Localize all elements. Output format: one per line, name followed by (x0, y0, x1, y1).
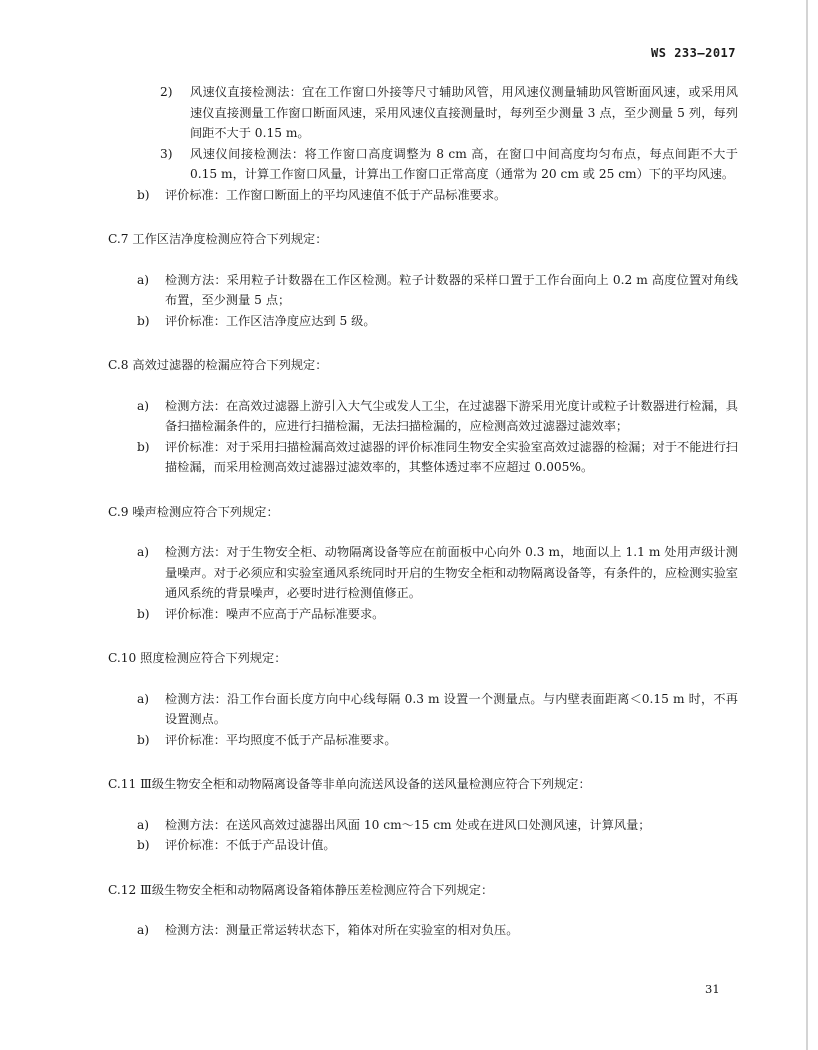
section-heading: C.10 照度检测应符合下列规定： (108, 651, 287, 665)
item-text: 检测方法：在高效过滤器上游引入大气尘或发人工尘，在过滤器下游采用光度计或粒子计数器进行检漏，具备扫描检漏条件的，应进行扫描检漏，无法扫描检漏的，应检测高效过滤器过滤效率； (165, 398, 738, 433)
section-heading: C.11 Ⅲ级生物安全柜和动物隔离设备等非单向流送风设备的送风量检测应符合下列规定： (108, 777, 591, 791)
list-item (108, 542, 738, 604)
item-marker: b) (137, 313, 150, 328)
item-marker: 3) (160, 146, 173, 161)
item-text: 评价标准：工作区洁净度应达到 5 级。 (165, 313, 376, 328)
item-marker: a) (137, 398, 150, 413)
list-item (108, 835, 738, 856)
item-text: 评价标准：工作窗口断面上的平均风速值不低于产品标准要求。 (165, 187, 507, 202)
item-text: 风速仪间接检测法：将工作窗口高度调整为 8 cm 高，在窗口中间高度均匀布点，每点间距不大于 0.15 m，计算工作窗口风量，计算出工作窗口正常高度（通常为 20 cm 或 25 cm）下的平均风速。 (190, 146, 738, 181)
section-heading: C.9 噪声检测应符合下列规定： (108, 504, 279, 519)
item-marker: b) (137, 606, 150, 621)
list-item (108, 144, 738, 185)
section-heading: C.12 Ⅲ级生物安全柜和动物隔离设备箱体静压差检测应符合下列规定： (108, 882, 494, 897)
item-text: 评价标准：噪声不应高于产品标准要求。 (165, 606, 385, 621)
item-text: 评价标准：不低于产品设计值。 (165, 838, 336, 852)
item-marker: a) (137, 923, 150, 937)
item-text: 检测方法：测量正常运转状态下，箱体对所在实验室的相对负压。 (165, 923, 519, 937)
list-item (108, 437, 738, 478)
item-marker: a) (137, 691, 150, 706)
list-item (108, 82, 738, 144)
standard-number: WS 233—2017 (651, 46, 736, 60)
item-text: 评价标准：对于采用扫描检漏高效过滤器的评价标准同生物安全实验室高效过滤器的检漏；对于不能进行扫描检漏，而采用检测高效过滤器过滤效率的，其整体透过率不应超过 0.005%。 (165, 439, 738, 474)
list-item (108, 311, 738, 332)
item-text: 检测方法：对于生物安全柜、动物隔离设备等应在前面板中心向外 0.3 m，地面以上 1.1 m 处用声级计测量噪声。对于必须应和实验室通风系统同时开启的生物安全柜和动物隔离设备等，有条件的，应检测实验室通风系统的背景噪声，必要时进行检测值修正。 (165, 545, 738, 600)
item-marker: 2) (160, 85, 173, 99)
item-marker: a) (137, 817, 150, 832)
document-body (108, 82, 738, 941)
section-heading: C.8 高效过滤器的检漏应符合下列规定： (108, 358, 328, 372)
page-edge (806, 0, 808, 1050)
list-item (108, 815, 738, 836)
list-item (108, 270, 738, 311)
item-text: 风速仪直接检测法：宜在工作窗口外接等尺寸辅助风管，用风速仪测量辅助风管断面风速，或采用风速仪直接测量工作窗口断面风速，采用风速仪直接测量时，每列至少测量 3 点，至少测量 5 列，每列间距不大于 0.15 m。 (190, 85, 738, 140)
item-marker: b) (137, 187, 150, 202)
list-item (108, 920, 738, 941)
item-marker: b) (137, 838, 150, 852)
list-item (108, 730, 738, 751)
item-marker: a) (137, 545, 150, 559)
item-text: 检测方法：沿工作台面长度方向中心线每隔 0.3 m 设置一个测量点。与内壁表面距离＜0.15 m 时，不再设置测点。 (165, 691, 738, 726)
item-marker: b) (137, 732, 150, 747)
item-marker: b) (137, 439, 150, 454)
list-item (108, 604, 738, 625)
item-text: 评价标准：平均照度不低于产品标准要求。 (165, 732, 397, 747)
item-marker: a) (137, 272, 150, 287)
page-number: 31 (705, 982, 720, 996)
item-text: 检测方法：在送风高效过滤器出风面 10 cm～15 cm 处或在进风口处测风速，计算风量； (165, 817, 651, 832)
list-item (108, 396, 738, 437)
list-item (108, 689, 738, 730)
item-text: 检测方法：采用粒子计数器在工作区检测。粒子计数器的采样口置于工作台面向上 0.2 m 高度位置对角线布置，至少测量 5 点； (165, 272, 738, 307)
list-item (108, 185, 738, 206)
section-heading: C.7 工作区洁净度检测应符合下列规定： (108, 232, 328, 246)
